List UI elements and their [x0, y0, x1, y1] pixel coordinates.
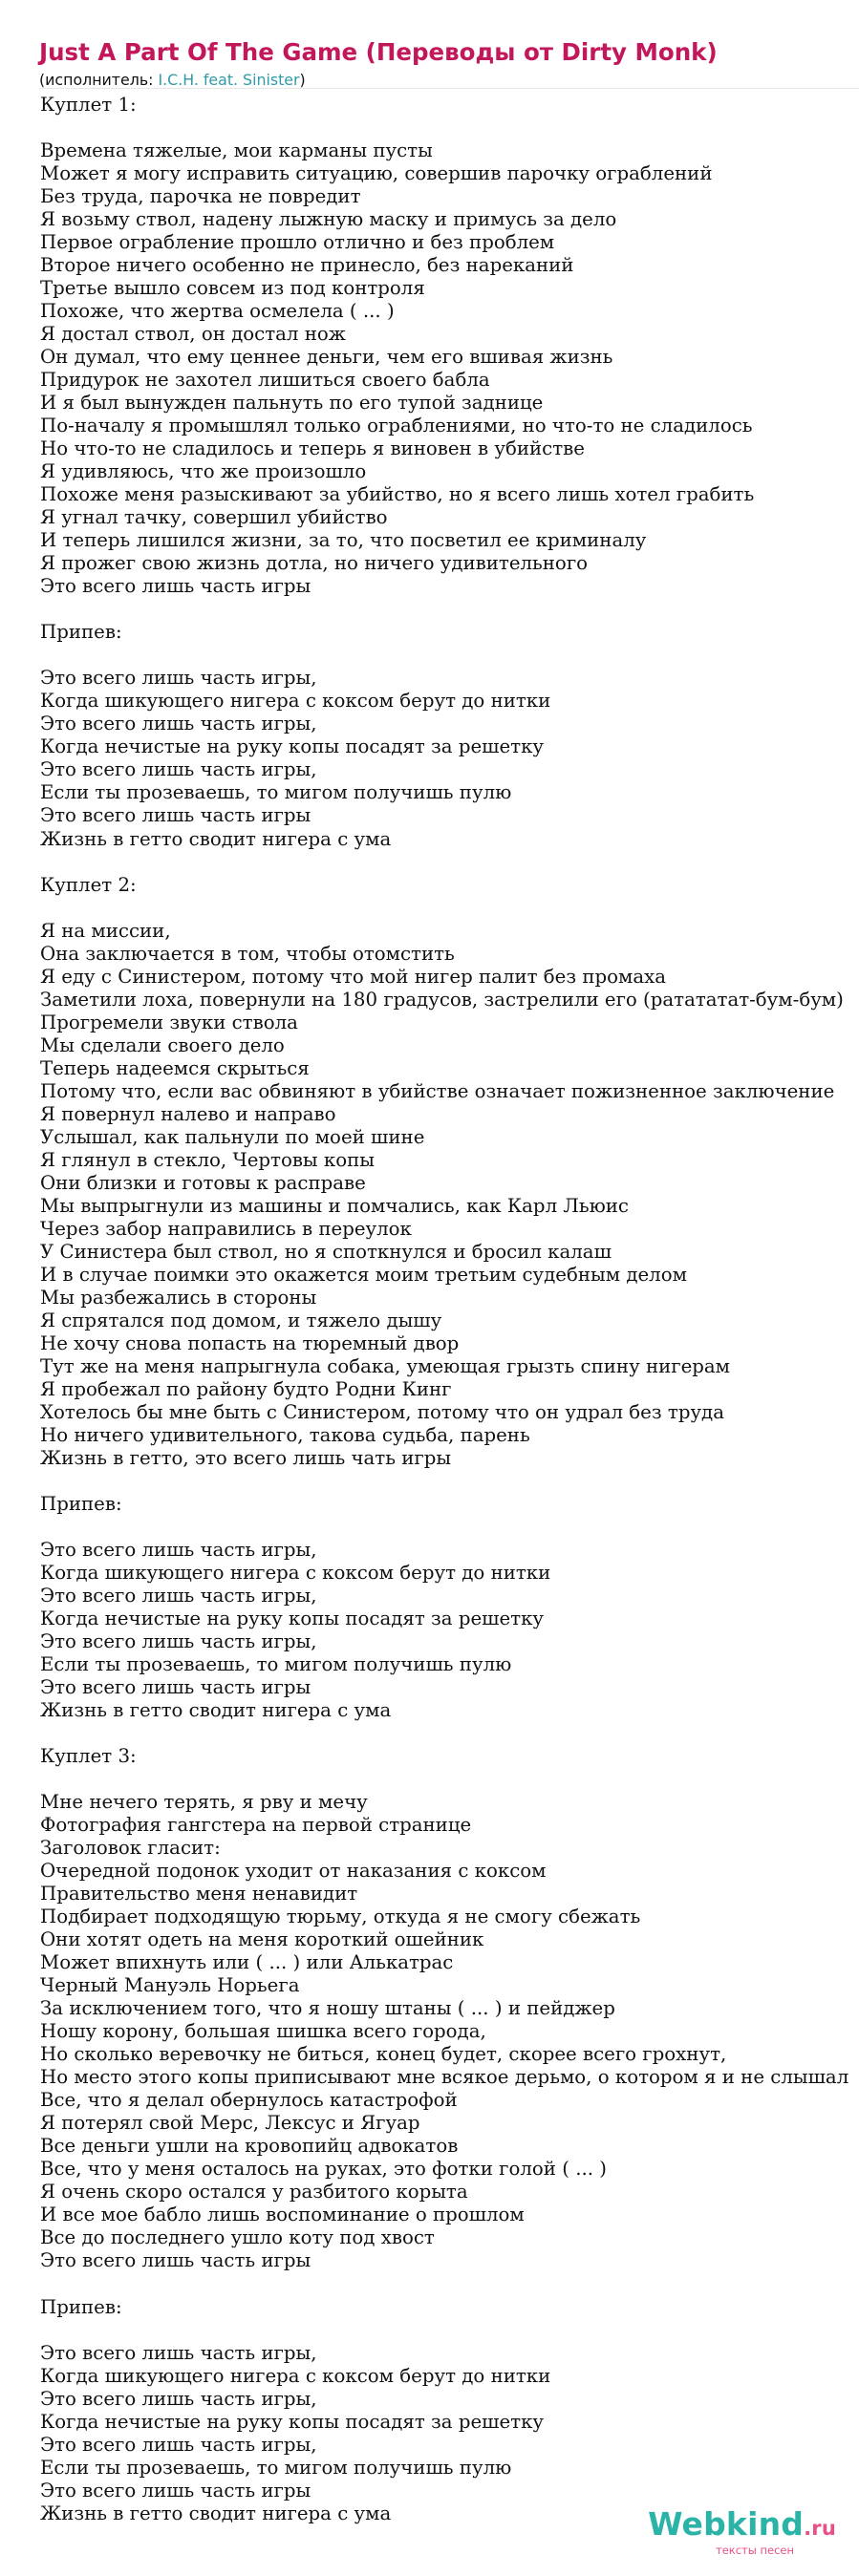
song-header — [39, 36, 851, 91]
lyric-line: Придурок не захотел лишиться своего бабла — [40, 369, 490, 392]
lyric-line: И все мое бабло лишь воспоминание о прошлом — [40, 2203, 525, 2226]
song-title: Just A Part Of The Game (Переводы от Dirty Monk) — [39, 38, 718, 66]
lyric-line — [40, 598, 857, 621]
lyric-line: Это всего лишь часть игры, — [40, 1630, 317, 1653]
lyric-line: Если ты прозеваешь, то мигом получишь пулю — [40, 781, 512, 804]
logo-main-text: Webkind — [648, 2505, 805, 2543]
lyric-line — [40, 1768, 857, 1791]
lyric-line: Это всего лишь часть игры — [40, 1676, 311, 1699]
lyric-line: Услышал, как пальнули по моей шине — [40, 1125, 425, 1148]
lyric-line: Я потерял свой Мерс, Лексус и Ягуар — [40, 2112, 420, 2135]
artist-prefix: (исполнитель: — [39, 71, 159, 89]
lyric-line: Но сколько веревочку не биться, конец будет, скорее всего грохнут, — [40, 2043, 727, 2066]
lyric-line: Все, что у меня осталось на руках, это фотки голой ( ... ) — [40, 2158, 608, 2181]
lyric-line — [40, 1516, 857, 1539]
lyric-line: Я пробежал по району будто Родни Кинг — [40, 1377, 452, 1400]
lyric-line: Я угнал тачку, совершил убийство — [40, 506, 388, 529]
artist-link[interactable]: I.C.H. feat. Sinister — [158, 71, 300, 89]
lyric-line: И я был вынужден пальнуть по его тупой заднице — [40, 392, 544, 415]
lyric-line: Это всего лишь часть игры — [40, 575, 311, 598]
lyric-line: По-началу я промышлял только ограблениями, но что-то не сладилось — [40, 415, 753, 437]
lyric-line: Это всего лишь часть игры, — [40, 2387, 317, 2410]
lyric-line: Припев: — [40, 2295, 122, 2318]
lyric-line — [40, 2319, 857, 2342]
lyric-line: Потому что, если вас обвиняют в убийстве означает пожизненное заключение — [40, 1079, 835, 1102]
lyrics-body — [40, 94, 859, 2525]
lyric-line: Первое ограбление прошло отлично и без проблем — [40, 231, 555, 254]
lyric-line: Это всего лишь часть игры, — [40, 2341, 317, 2364]
lyric-line — [40, 1470, 857, 1493]
lyric-line: Мы сделали своего дело — [40, 1033, 285, 1056]
lyric-line: Заметили лоха, повернули на 180 градусов, застрелили его (ратататат-бум-бум) — [40, 988, 844, 1011]
lyric-line: Я спрятался под домом, и тяжело дышу — [40, 1309, 442, 1331]
lyric-line: Это всего лишь часть игры, — [40, 713, 317, 735]
lyric-line: Времена тяжелые, мои карманы пусты — [40, 139, 433, 162]
lyric-line: Куплет 3: — [40, 1745, 137, 1768]
logo-wordmark — [645, 2506, 836, 2546]
logo-tagline: тексты песен — [716, 2544, 794, 2557]
lyric-line: Все, что я делал обернулось катастрофой — [40, 2089, 458, 2112]
lyric-line: Ношу корону, большая шишка всего города, — [40, 2020, 486, 2043]
lyric-line: Это всего лишь часть игры, — [40, 667, 317, 690]
lyric-line: Я на миссии, — [40, 919, 171, 942]
lyric-line: Я еду с Синистером, потому что мой нигер палит без промаха — [40, 965, 667, 988]
lyric-line: Похоже меня разыскивают за убийство, но я всего лишь хотел грабить — [40, 483, 755, 506]
lyric-line: Похоже, что жертва осмелела ( ... ) — [40, 300, 395, 323]
lyric-line: Заголовок гласит: — [40, 1837, 221, 1860]
lyric-line: Мы выпрыгнули из машины и помчались, как Карл Льюис — [40, 1194, 629, 1217]
lyric-line: Это всего лишь часть игры, — [40, 758, 317, 781]
webkind-logo[interactable] — [645, 2506, 836, 2557]
lyric-line: Это всего лишь часть игры — [40, 804, 311, 827]
lyric-line: Это всего лишь часть игры, — [40, 2433, 317, 2456]
lyric-line — [40, 2272, 857, 2295]
lyric-line: Жизнь в гетто сводит нигера с ума — [40, 2501, 392, 2524]
lyric-line: Она заключается в том, чтобы отомстить — [40, 942, 455, 965]
lyric-line: Подбирает подходящую тюрьму, откуда я не смогу сбежать — [40, 1905, 641, 1928]
lyric-line: Когда нечистые на руку копы посадят за решетку — [40, 735, 545, 758]
lyric-line: Я достал ствол, он достал нож — [40, 323, 346, 346]
lyric-line: Когда шикующего нигера с коксом берут до нитки — [40, 1562, 551, 1584]
lyric-line: Третье вышло совсем из под контроля — [40, 277, 425, 300]
lyric-line: Хотелось бы мне быть с Синистером, потому что он удрал без труда — [40, 1400, 724, 1423]
lyric-line: И теперь лишился жизни, за то, что посветил ее криминалу — [40, 529, 647, 552]
lyric-line: Если ты прозеваешь, то мигом получишь пулю — [40, 2456, 512, 2479]
lyric-line: Через забор направились в переулок — [40, 1217, 412, 1240]
lyric-line: Теперь надеемся скрыться — [40, 1056, 310, 1079]
lyric-line: Прогремели звуки ствола — [40, 1011, 298, 1033]
lyric-line: Когда шикующего нигера с коксом берут до нитки — [40, 2364, 551, 2387]
lyric-line: Не хочу снова попасть на тюремный двор — [40, 1331, 460, 1354]
lyric-line: Я повернул налево и направо — [40, 1102, 336, 1125]
lyric-line: У Синистера был ствол, но я споткнулся и бросил калаш — [40, 1240, 612, 1263]
lyric-line: Но что-то не сладилось и теперь я виновен в убийстве — [40, 437, 585, 460]
lyric-line: Когда шикующего нигера с коксом берут до нитки — [40, 690, 551, 713]
lyric-line: Это всего лишь часть игры, — [40, 1538, 317, 1561]
lyric-line: Тут же на меня напрыгнула собака, умеющая грызть спину нигерам — [40, 1354, 731, 1377]
lyric-line: Припев: — [40, 621, 122, 644]
lyric-line: Я удивляюсь, что же произошло — [40, 460, 367, 483]
lyric-line: Черный Мануэль Норьега — [40, 1974, 300, 1997]
lyric-line: Когда нечистые на руку копы посадят за решетку — [40, 1607, 545, 1630]
lyric-line — [40, 851, 857, 874]
lyric-line: Второе ничего особенно не принесло, без нареканий — [40, 254, 574, 277]
lyric-line: Я глянул в стекло, Чертовы копы — [40, 1148, 376, 1171]
lyric-line: Куплет 2: — [40, 873, 137, 896]
lyric-line: Они хотят одеть на меня короткий ошейник — [40, 1928, 484, 1951]
lyric-line: Он думал, что ему ценнее деньги, чем его вшивая жизнь — [40, 346, 613, 369]
lyric-line: Фотография гангстера на первой странице — [40, 1814, 472, 1837]
lyric-line: Когда нечистые на руку копы посадят за решетку — [40, 2410, 545, 2433]
lyric-line: Я возьму ствол, надену лыжную маску и примусь за дело — [40, 208, 617, 231]
logo-tld: .ru — [804, 2517, 836, 2540]
lyric-line: И в случае поимки это окажется моим третьим судебным делом — [40, 1263, 687, 1286]
lyric-line: Куплет 1: — [40, 94, 137, 116]
lyric-line: Жизнь в гетто сводит нигера с ума — [40, 1699, 392, 1722]
lyric-line: Я очень скоро остался у разбитого корыта — [40, 2181, 468, 2203]
lyric-line: Это всего лишь часть игры — [40, 2249, 311, 2272]
lyric-line — [40, 1722, 857, 1745]
lyric-line: Мы разбежались в стороны — [40, 1286, 317, 1309]
lyric-line — [40, 644, 857, 667]
lyric-line: Правительство меня ненавидит — [40, 1883, 358, 1905]
lyric-line: Мне нечего терять, я рву и мечу — [40, 1791, 368, 1814]
lyric-line: Жизнь в гетто сводит нигера с ума — [40, 827, 392, 850]
lyric-line: За исключением того, что я ношу штаны ( ... ) и пейджер — [40, 1997, 615, 2020]
lyric-line: Если ты прозеваешь, то мигом получишь пулю — [40, 1653, 512, 1676]
header-divider — [39, 88, 859, 89]
lyric-line: Все деньги ушли на кровопийц адвокатов — [40, 2135, 459, 2158]
lyric-line: Припев: — [40, 1492, 122, 1515]
lyric-line — [40, 117, 857, 139]
lyric-line: Они близки и готовы к расправе — [40, 1171, 366, 1194]
lyric-line: Все до последнего ушло коту под хвост — [40, 2226, 435, 2249]
lyric-line: Может я могу исправить ситуацию, совершив парочку ограблений — [40, 162, 713, 185]
lyric-line: Но место этого копы приписывают мне всякое дерьмо, о котором я и не слышал — [40, 2066, 849, 2089]
lyric-line: Может впихнуть или ( ... ) или Алькатрас — [40, 1951, 454, 1974]
artist-suffix: ) — [299, 71, 306, 89]
lyric-line: Очередной подонок уходит от наказания с коксом — [40, 1860, 547, 1883]
lyric-line: Но ничего удивительного, такова судьба, парень — [40, 1423, 530, 1446]
lyric-line: Это всего лишь часть игры — [40, 2479, 311, 2501]
lyric-line — [40, 897, 857, 920]
lyric-line: Без труда, парочка не повредит — [40, 185, 361, 208]
lyric-line: Я прожег свою жизнь дотла, но ничего удивительного — [40, 552, 589, 575]
lyric-line: Жизнь в гетто, это всего лишь чать игры — [40, 1446, 452, 1469]
lyric-line: Это всего лишь часть игры, — [40, 1585, 317, 1607]
